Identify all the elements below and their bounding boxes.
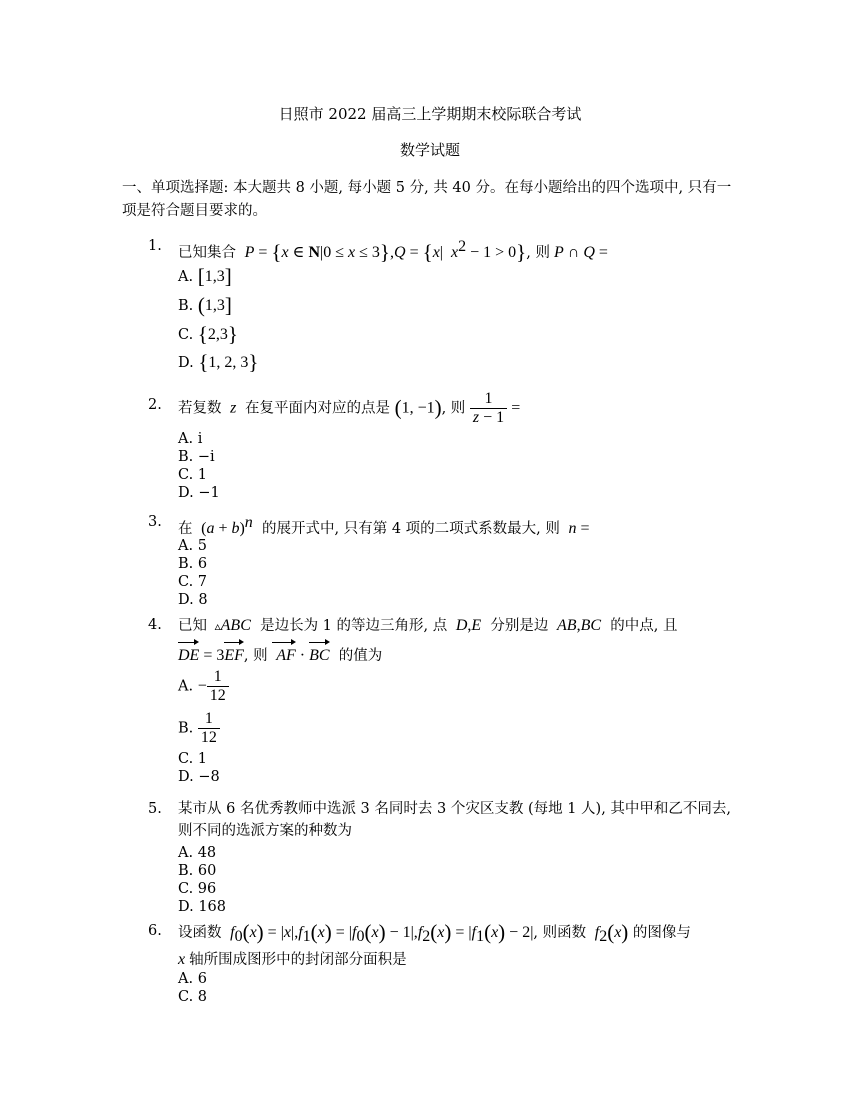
option-b[interactable]: B. $\frac{1}{12}$ [178,710,220,747]
option-d[interactable]: D. 8 [178,592,208,608]
question-text: 已知 ▵ABC 是边长为 1 的等边三角形, 点 D,E 分别是边 AB,BC 的中点, 且 [178,617,678,634]
question-number: 1. [148,238,162,254]
exam-title: 日照市 2022 届高三上学期期末校际联合考试 [278,105,582,123]
question-text: 在 $(a + b)^n$ 的展开式中, 只有第 4 项的二项式系数最大, 则 n = [178,514,590,537]
option-c[interactable]: C. 1 [178,467,208,483]
question-number: 6. [148,923,162,939]
question-text-line2: DE = 3EF, 则 AF · BC 的值为 [178,640,738,668]
question-text-line2: x 轴所围成图形中的封闭部分面积是 [178,951,407,968]
option-d[interactable]: D. −8 [178,769,220,785]
option-a[interactable]: A. 6 [178,971,207,987]
option-c[interactable]: C. {2,3} [178,322,238,346]
option-a[interactable]: A. [1,3] [178,264,232,288]
question-number: 4. [148,617,162,633]
question-text: 若复数 z 在复平面内对应的点是 (1, −1), 则 $\frac{1}{z - 1}$ = [178,390,521,426]
option-c[interactable]: C. 7 [178,574,208,590]
option-d[interactable]: D. −1 [178,485,220,501]
option-d[interactable]: D. {1, 2, 3} [178,350,259,374]
option-b[interactable]: B. 60 [178,863,217,879]
option-b[interactable]: B. (1,3] [178,293,232,317]
option-b[interactable]: B. −i [178,449,215,465]
question-text: 已知集合 P = {x ∈ N|0 ≤ x ≤ 3},Q = {x| $x^2 - 1 > 0$}, 则 P ∩ Q = [178,238,608,264]
section-heading: 一、单项选择题: 本大题共 8 小题, 每小题 5 分, 共 40 分。在每小题给出的四个选项中, 只有一项是符合题目要求的。 [122,180,732,219]
option-c[interactable]: C. 1 [178,751,208,767]
option-c[interactable]: C. 96 [178,881,217,897]
option-a[interactable]: A. i [178,431,203,447]
option-b[interactable]: B. 6 [178,556,208,572]
question-text: 某市从 6 名优秀教师中选派 3 名同时去 3 个灾区支教 (每地 1 人), 其中甲和乙不同去, 则不同的选派方案的种数为 [178,801,732,839]
option-a[interactable]: A. − $\frac{1}{12}$ [178,668,229,705]
option-c[interactable]: C. 8 [178,989,208,1005]
exam-subtitle: 数学试题 [399,141,460,159]
option-a[interactable]: A. 5 [178,538,207,554]
question-number: 5. [148,801,162,817]
question-text: 设函数 $f_0(x) = |x|,f_1(x) = |f_0(x) - 1|,f_2(x) = |f_1(x) - 2|$, 则函数 $f_2(x)$ 的图像与 [178,920,691,945]
question-number: 3. [148,514,162,530]
option-d[interactable]: D. 168 [178,899,227,915]
option-a[interactable]: A. 48 [178,845,217,861]
question-number: 2. [148,397,162,413]
